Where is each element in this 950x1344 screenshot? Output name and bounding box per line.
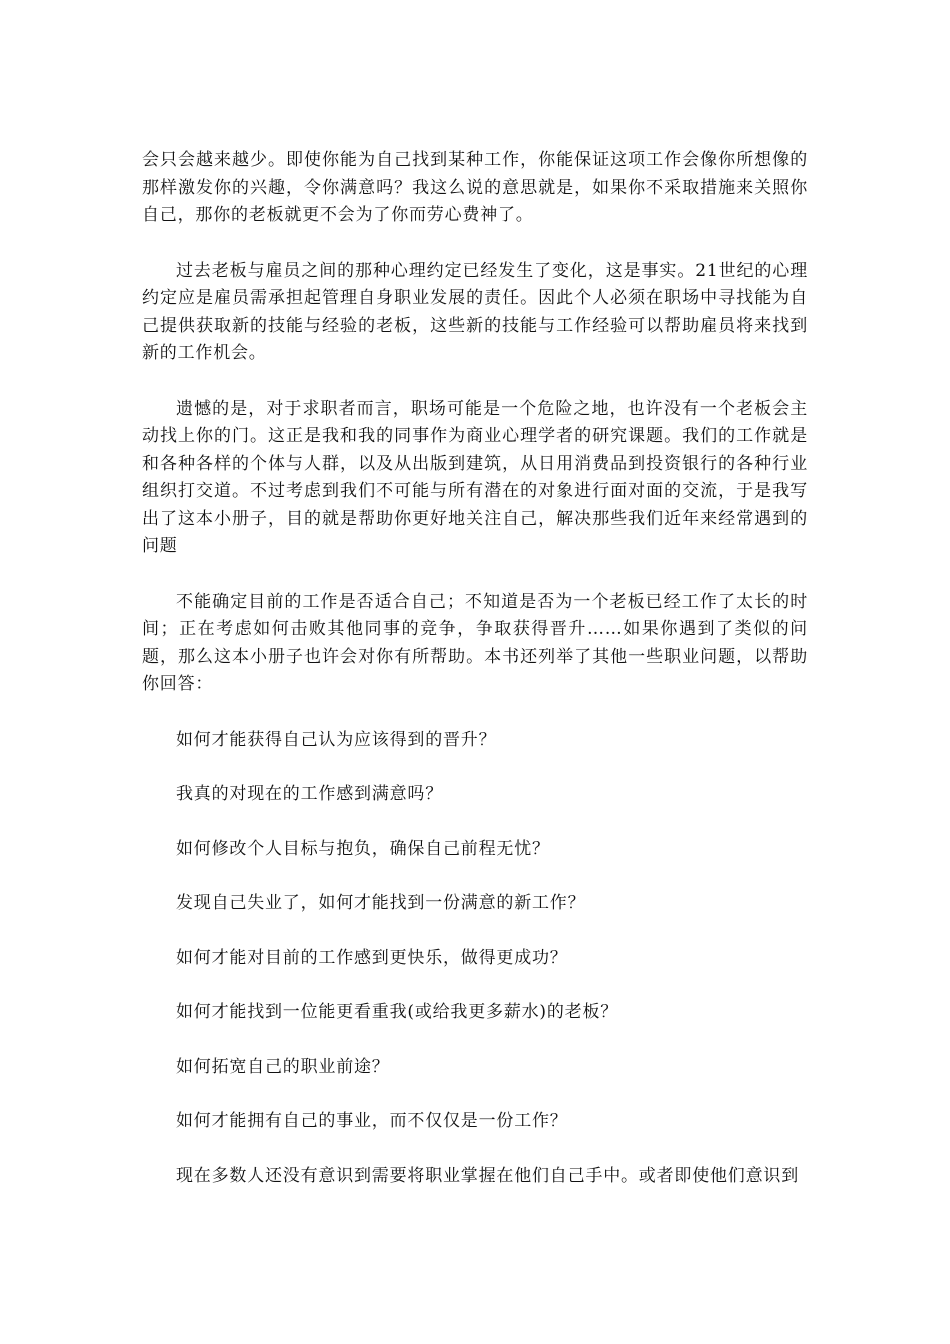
document-body [142,147,808,1218]
question-item: 如何才能获得自己认为应该得到的晋升？ [176,729,497,750]
question-item: 我真的对现在的工作感到满意吗？ [176,784,443,804]
paragraph-continuation: 会只会越来越少。即使你能为自己找到某种工作，你能保证这项工作会像你所想像的那样激发你的兴趣，令你满意吗？我这么说的意思就是，如果你不采取措施来关照你自己，那你的老板就更不会为了你而劳心费神了。 [142,150,808,225]
question-item: 如何才能找到一位能更看重我(或给我更多薪水)的老板？ [176,1002,619,1022]
question-item: 如何才能拥有自己的事业，而不仅仅是一份工作？ [176,1111,568,1131]
question-item: 如何拓宽自己的职业前途？ [176,1056,390,1077]
paragraph-psychological-contract: 过去老板与雇员之间的那种心理约定已经发生了变化，这是事实。21世纪的心理约定应是雇员需承担起管理自身职业发展的责任。因此个人必须在职场中寻找能为自己提供获取新的技能与经验的老板，这些新的技能与工作经验可以帮助雇员将来找到新的工作机会。 [142,260,808,363]
question-item: 如何才能对目前的工作感到更快乐，做得更成功？ [176,947,568,968]
question-item: 如何修改个人目标与抱负，确保自己前程无忧？ [176,838,550,859]
paragraph-workplace-risk: 遗憾的是，对于求职者而言，职场可能是一个危险之地，也许没有一个老板会主动找上你的门。这正是我和我的同事作为商业心理学者的研究课题。我们的工作就是和各种各样的个体与人群，以及从出版到建筑，从日用消费品到投资银行的各种行业组织打交道。不过考虑到我们不可能与所有潜在的对象进行面对面的交流，于是我写出了这本小册子，目的就是帮助你更好地关注自己，解决那些我们近年来经常遇到的问题 [142,398,808,556]
paragraph-career-questions-intro: 不能确定目前的工作是否适合自己；不知道是否为一个老板已经工作了太长的时间；正在考虑如何击败其他同事的竞争，争取获得晋升……如果你遇到了类似的问题，那么这本小册子也许会对你有所帮助。本书还列举了其他一些职业问题，以帮助你回答： [142,591,808,694]
question-item: 发现自己失业了，如何才能找到一份满意的新工作？ [176,893,586,913]
paragraph-closing: 现在多数人还没有意识到需要将职业掌握在他们自己手中。或者即使他们意识到 [176,1165,799,1186]
